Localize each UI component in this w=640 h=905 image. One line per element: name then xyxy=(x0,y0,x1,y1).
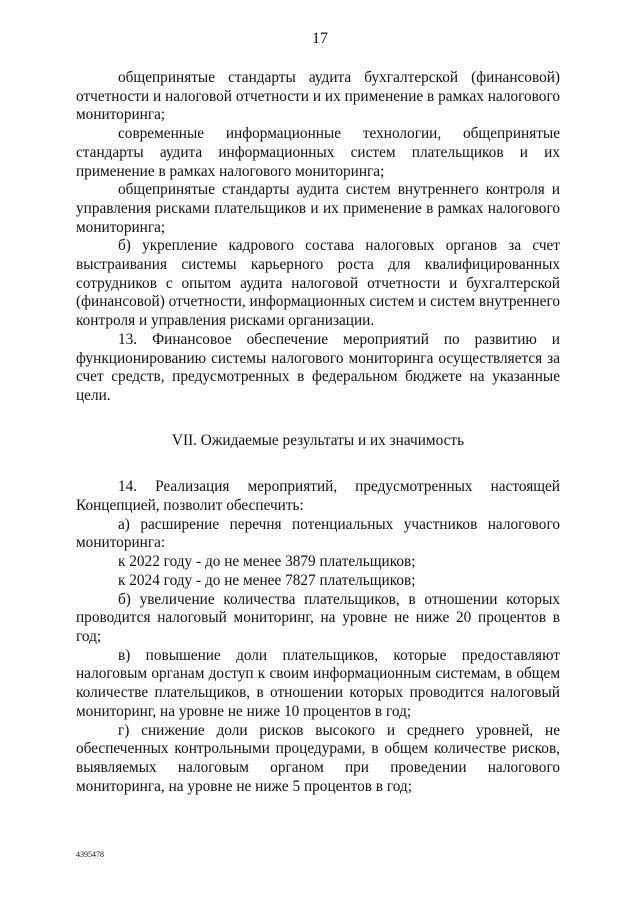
paragraph-b-monitoring-growth: б) увеличение количества плательщиков, в отношении которых проводится налоговый мониторинг, на уровне не ниже 20 процентов в год; xyxy=(76,590,560,645)
page-number: 17 xyxy=(312,30,328,47)
paragraph-g-risk-reduction: г) снижение доли рисков высокого и среднего уровней, не обеспеченных контрольными процедурами, в общем количестве рисков, выявляемых налоговым органом при проведении налогового мониторинга, на уровне не ниже 5 процентов в год; xyxy=(76,721,560,795)
document-body xyxy=(76,69,560,796)
paragraph-v-system-access: в) повышение доли плательщиков, которые предоставляют налоговым органам доступ к своим информационным системам, в общем количестве плательщиков, в отношении которых проводится налоговый мониторинг, на уровне не ниже 10 процентов в год; xyxy=(76,646,560,720)
paragraph-audit-standards-reporting: общепринятые стандарты аудита бухгалтерской (финансовой) отчетности и налоговой отчетности и их применение в рамках налогового мониторинга; xyxy=(76,69,560,124)
paragraph-staff-strengthening: б) укрепление кадрового состава налоговых органов за счет выстраивания системы карьерного роста для квалифицированных сотрудников с опытом аудита налоговой отчетности и бухгалтерской (финансовой) отчетности, информационных систем и систем внутреннего контроля и управления рисками организации. xyxy=(76,237,560,330)
paragraph-13-financing: 13. Финансовое обеспечение мероприятий по развитию и функционированию системы налогового мониторинга осуществляется за счет средств, предусмотренных в федеральном бюджете на указанные цели. xyxy=(76,330,560,404)
paragraph-information-technologies: современные информационные технологии, общепринятые стандарты аудита информационных систем плательщиков и их применение в рамках налогового мониторинга; xyxy=(76,125,560,180)
list-item-2024: к 2024 году - до не менее 7827 плательщиков; xyxy=(118,571,416,589)
paragraph-a-participants: а) расширение перечня потенциальных участников налогового мониторинга: xyxy=(76,515,560,552)
paragraph-14-results: 14. Реализация мероприятий, предусмотренных настоящей Концепцией, позволит обеспечить: xyxy=(76,478,560,515)
paragraph-internal-control-audit: общепринятые стандарты аудита систем внутреннего контроля и управления рисками плательщиков и их применение в рамках налогового мониторинга; xyxy=(76,181,560,236)
section-heading: VII. Ожидаемые результаты и их значимость xyxy=(171,431,465,449)
list-item-2022: к 2022 году - до не менее 3879 плательщиков; xyxy=(118,553,416,571)
document-code: 4395478 xyxy=(76,850,104,859)
